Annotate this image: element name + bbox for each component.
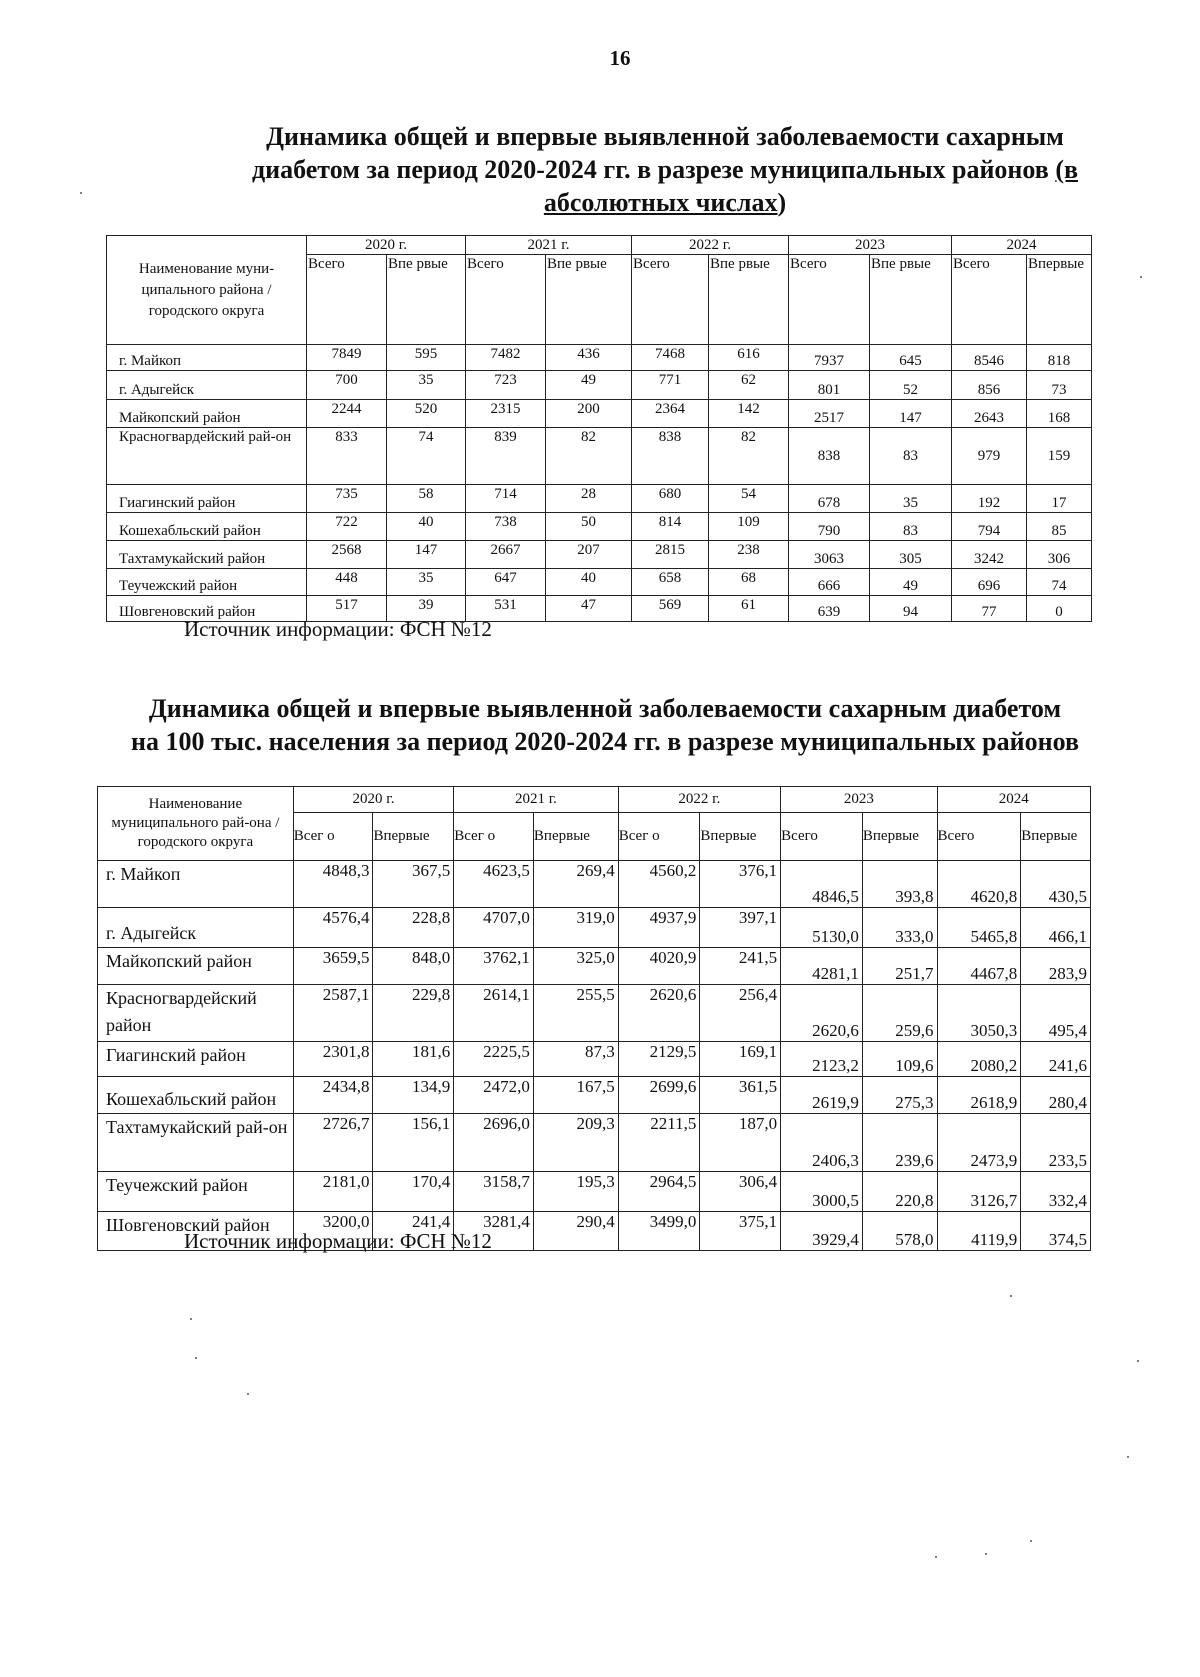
source-note: Источник информации: ФСН №12 — [184, 1229, 492, 1253]
table-row — [107, 345, 1092, 371]
table-cell: 168 — [1027, 400, 1092, 428]
title1-line3-underlined: абсолютных числах — [543, 188, 778, 217]
table-cell: 159 — [1027, 428, 1092, 485]
table-cell: 239,6 — [862, 1114, 937, 1172]
table-cell: 838 — [789, 428, 870, 485]
table-cell: 283,9 — [1021, 948, 1091, 985]
scan-speck — [1127, 1456, 1129, 1458]
table-cell: 3000,5 — [781, 1172, 863, 1212]
table-cell: 7482 — [466, 345, 546, 371]
table-cell: 134,9 — [373, 1077, 454, 1114]
table-cell: 170,4 — [373, 1172, 454, 1212]
subheader: Всег о — [618, 813, 700, 861]
table-cell: 40 — [546, 569, 632, 596]
table-cell: 678 — [789, 485, 870, 513]
district-name: Красногвардейский район — [98, 985, 294, 1042]
table-row — [98, 1077, 1091, 1114]
table-cell: 4623,5 — [454, 861, 534, 908]
table2-title-line2: на 100 тыс. населения за период 2020-2024 гг. в разрезе муниципальных районов — [131, 727, 1079, 756]
table-cell: 801 — [789, 371, 870, 400]
table-cell: 3929,4 — [781, 1212, 863, 1251]
title1-line2-underlined: (в — [1055, 155, 1079, 184]
table-cell: 2123,2 — [781, 1042, 863, 1077]
table-cell: 818 — [1027, 345, 1092, 371]
table-cell: 374,5 — [1021, 1212, 1091, 1251]
table2-title-line1: Динамика общей и впервые выявленной заболеваемости сахарным диабетом — [148, 694, 1062, 723]
table-cell: 2472,0 — [454, 1077, 534, 1114]
table-cell: 4707,0 — [454, 908, 534, 948]
table-cell: 2568 — [307, 541, 387, 569]
table-cell: 58 — [387, 485, 466, 513]
table-cell: 83 — [870, 513, 952, 541]
table-cell: 2587,1 — [293, 985, 373, 1042]
table-cell: 40 — [387, 513, 466, 541]
district-name: Майкопский район — [98, 948, 294, 985]
table-cell: 520 — [387, 400, 466, 428]
table-cell: 73 — [1027, 371, 1092, 400]
table-cell: 2614,1 — [454, 985, 534, 1042]
table-cell: 2726,7 — [293, 1114, 373, 1172]
table-cell: 52 — [870, 371, 952, 400]
table-cell: 639 — [789, 596, 870, 622]
table-cell: 195,3 — [533, 1172, 618, 1212]
table-cell: 4846,5 — [781, 861, 863, 908]
table-cell: 2620,6 — [781, 985, 863, 1042]
table-cell: 49 — [546, 371, 632, 400]
district-name: Красногвардейский рай-он — [107, 428, 307, 485]
subheader: Всего — [307, 255, 387, 345]
name-column-header: Наименование муни-ципального района / городского округа — [107, 236, 307, 345]
table-cell: 430,5 — [1021, 861, 1091, 908]
scan-speck — [247, 1393, 249, 1395]
table-cell: 49 — [870, 569, 952, 596]
table-cell: 2815 — [632, 541, 709, 569]
table-row — [107, 428, 1092, 485]
table-cell: 192 — [952, 485, 1027, 513]
table-cell: 979 — [952, 428, 1027, 485]
table-row — [98, 1114, 1091, 1172]
table-cell: 259,6 — [862, 985, 937, 1042]
table-cell: 39 — [387, 596, 466, 622]
subheader: Всего — [466, 255, 546, 345]
year-header: 2022 г. — [618, 787, 780, 813]
table-cell: 5465,8 — [937, 908, 1021, 948]
year-header: 2024 — [952, 236, 1092, 255]
table-absolute-numbers — [106, 235, 1092, 622]
table-cell: 376,1 — [700, 861, 781, 908]
table-cell: 2301,8 — [293, 1042, 373, 1077]
table-cell: 367,5 — [373, 861, 454, 908]
subheader: Впе рвые — [870, 255, 952, 345]
scan-speck — [1137, 1360, 1139, 1362]
subheader: Всего — [952, 255, 1027, 345]
title1-line3-paren: ) — [777, 188, 787, 217]
table-cell: 3158,7 — [454, 1172, 534, 1212]
name-column-header: Наименование муниципального рай-она / городского округа — [98, 787, 294, 861]
table-row — [107, 541, 1092, 569]
table-row — [107, 400, 1092, 428]
table-cell: 595 — [387, 345, 466, 371]
table-cell: 50 — [546, 513, 632, 541]
district-name: Гиагинский район — [98, 1042, 294, 1077]
table-cell: 2315 — [466, 400, 546, 428]
table-cell: 7468 — [632, 345, 709, 371]
table-cell: 4848,3 — [293, 861, 373, 908]
table-cell: 2406,3 — [781, 1114, 863, 1172]
table-cell: 256,4 — [700, 985, 781, 1042]
table-cell: 220,8 — [862, 1172, 937, 1212]
table-cell: 2696,0 — [454, 1114, 534, 1172]
table-cell: 169,1 — [700, 1042, 781, 1077]
table-cell: 4119,9 — [937, 1212, 1021, 1251]
table-cell: 578,0 — [862, 1212, 937, 1251]
table-cell: 838 — [632, 428, 709, 485]
table-cell: 700 — [307, 371, 387, 400]
table-cell: 495,4 — [1021, 985, 1091, 1042]
year-header: 2024 — [937, 787, 1090, 813]
district-name: Теучежский район — [107, 569, 307, 596]
table-cell: 393,8 — [862, 861, 937, 908]
table-row — [98, 1172, 1091, 1212]
table-cell: 28 — [546, 485, 632, 513]
subheader: Всего — [781, 813, 863, 861]
district-name: Тахтамукайский район — [107, 541, 307, 569]
table-cell: 839 — [466, 428, 546, 485]
district-name: г. Майкоп — [107, 345, 307, 371]
table-row — [98, 861, 1091, 908]
district-name: Тахтамукайский рай-он — [98, 1114, 294, 1172]
table-cell: 517 — [307, 596, 387, 622]
table-cell: 833 — [307, 428, 387, 485]
table-cell: 3499,0 — [618, 1212, 700, 1251]
table-cell: 3281,4 — [454, 1212, 534, 1251]
table-cell: 3659,5 — [293, 948, 373, 985]
table-cell: 200 — [546, 400, 632, 428]
table-cell: 531 — [466, 596, 546, 622]
table-cell: 238 — [709, 541, 789, 569]
district-name: Гиагинский район — [107, 485, 307, 513]
table-cell: 306 — [1027, 541, 1092, 569]
table2-title — [60, 692, 1150, 758]
table-cell: 2080,2 — [937, 1042, 1021, 1077]
source-note: Источник информации: ФСН №12 — [184, 617, 492, 641]
table-cell: 229,8 — [373, 985, 454, 1042]
subheader: Впервые — [373, 813, 454, 861]
table-cell: 361,5 — [700, 1077, 781, 1114]
year-header: 2022 г. — [632, 236, 789, 255]
table-cell: 645 — [870, 345, 952, 371]
table-cell: 280,4 — [1021, 1077, 1091, 1114]
table-cell: 305 — [870, 541, 952, 569]
table-cell: 109,6 — [862, 1042, 937, 1077]
table-cell: 0 — [1027, 596, 1092, 622]
table-cell: 375,1 — [700, 1212, 781, 1251]
year-header: 2020 г. — [307, 236, 466, 255]
table-cell: 167,5 — [533, 1077, 618, 1114]
subheader: Всег о — [454, 813, 534, 861]
table-cell: 255,5 — [533, 985, 618, 1042]
table-cell: 4937,9 — [618, 908, 700, 948]
scan-speck — [195, 1357, 197, 1359]
table-cell: 848,0 — [373, 948, 454, 985]
table-cell: 5130,0 — [781, 908, 863, 948]
subheader: Впервые — [533, 813, 618, 861]
table-cell: 738 — [466, 513, 546, 541]
table-cell: 2643 — [952, 400, 1027, 428]
subheader: Впервые — [700, 813, 781, 861]
table-cell: 54 — [709, 485, 789, 513]
table-cell: 251,7 — [862, 948, 937, 985]
table-cell: 4576,4 — [293, 908, 373, 948]
subheader: Впервые — [862, 813, 937, 861]
scan-speck — [190, 1318, 192, 1320]
table1-title-line1: Динамика общей и впервые выявленной заболеваемости сахарным — [266, 122, 1064, 151]
table-cell: 722 — [307, 513, 387, 541]
table-cell: 35 — [870, 485, 952, 513]
table-cell: 332,4 — [1021, 1172, 1091, 1212]
table-row — [98, 1042, 1091, 1077]
table-cell: 2211,5 — [618, 1114, 700, 1172]
title1-line2-text: диабетом за период 2020-2024 гг. в разрезе муниципальных районов — [251, 155, 1056, 184]
subheader: Всего — [937, 813, 1021, 861]
table-cell: 2667 — [466, 541, 546, 569]
table-cell: 666 — [789, 569, 870, 596]
table-cell: 147 — [387, 541, 466, 569]
table-cell: 2434,8 — [293, 1077, 373, 1114]
table-row — [107, 569, 1092, 596]
district-name: Шовгеновский район — [98, 1212, 294, 1251]
table-cell: 181,6 — [373, 1042, 454, 1077]
table-cell: 569 — [632, 596, 709, 622]
year-header: 2021 г. — [466, 236, 632, 255]
subheader: Впе рвые — [709, 255, 789, 345]
table-cell: 436 — [546, 345, 632, 371]
scan-speck — [935, 1556, 937, 1558]
table-cell: 658 — [632, 569, 709, 596]
subheader: Всего — [632, 255, 709, 345]
table-cell: 241,6 — [1021, 1042, 1091, 1077]
table-cell: 74 — [1027, 569, 1092, 596]
table-cell: 4620,8 — [937, 861, 1021, 908]
district-name: г. Адыгейск — [107, 371, 307, 400]
district-name: г. Адыгейск — [98, 908, 294, 948]
table-cell: 2619,9 — [781, 1077, 863, 1114]
table-cell: 68 — [709, 569, 789, 596]
table-cell: 62 — [709, 371, 789, 400]
table-cell: 714 — [466, 485, 546, 513]
scan-speck — [1030, 1540, 1032, 1542]
scan-speck — [1140, 276, 1142, 278]
table-cell: 2618,9 — [937, 1077, 1021, 1114]
table-cell: 771 — [632, 371, 709, 400]
table-row — [107, 513, 1092, 541]
table-cell: 87,3 — [533, 1042, 618, 1077]
subheader: Всего — [789, 255, 870, 345]
table-cell: 47 — [546, 596, 632, 622]
table-cell: 2620,6 — [618, 985, 700, 1042]
table-cell: 319,0 — [533, 908, 618, 948]
table-cell: 3242 — [952, 541, 1027, 569]
table-cell: 814 — [632, 513, 709, 541]
year-header: 2023 — [789, 236, 952, 255]
table-cell: 647 — [466, 569, 546, 596]
subheader: Впервые — [1021, 813, 1091, 861]
table-cell: 269,4 — [533, 861, 618, 908]
subheader: Впервые — [1027, 255, 1092, 345]
table-cell: 723 — [466, 371, 546, 400]
table-cell: 325,0 — [533, 948, 618, 985]
table-row — [98, 985, 1091, 1042]
table-cell: 241,4 — [373, 1212, 454, 1251]
table-cell: 7849 — [307, 345, 387, 371]
table-cell: 2129,5 — [618, 1042, 700, 1077]
table-cell: 2181,0 — [293, 1172, 373, 1212]
table-cell: 616 — [709, 345, 789, 371]
table-cell: 74 — [387, 428, 466, 485]
page-number: 16 — [609, 46, 631, 70]
table-cell: 466,1 — [1021, 908, 1091, 948]
table-cell: 2473,9 — [937, 1114, 1021, 1172]
table-cell: 3050,3 — [937, 985, 1021, 1042]
table-cell: 82 — [709, 428, 789, 485]
table-cell: 4020,9 — [618, 948, 700, 985]
year-header: 2023 — [781, 787, 937, 813]
subheader: Всег о — [293, 813, 373, 861]
district-name: Майкопский район — [107, 400, 307, 428]
table-cell: 142 — [709, 400, 789, 428]
table-cell: 4560,2 — [618, 861, 700, 908]
district-name: г. Майкоп — [98, 861, 294, 908]
year-header: 2021 г. — [454, 787, 618, 813]
table-cell: 4281,1 — [781, 948, 863, 985]
table-cell: 680 — [632, 485, 709, 513]
table-cell: 397,1 — [700, 908, 781, 948]
table-row — [98, 908, 1091, 948]
table-cell: 275,3 — [862, 1077, 937, 1114]
district-name: Кошехабльский район — [98, 1077, 294, 1114]
table-cell: 209,3 — [533, 1114, 618, 1172]
table-cell: 61 — [709, 596, 789, 622]
table1-title — [170, 120, 1160, 219]
table-cell: 696 — [952, 569, 1027, 596]
table-cell: 333,0 — [862, 908, 937, 948]
table-cell: 2364 — [632, 400, 709, 428]
table-cell: 3126,7 — [937, 1172, 1021, 1212]
table-cell: 233,5 — [1021, 1114, 1091, 1172]
subheader: Впе рвые — [387, 255, 466, 345]
table-cell: 17 — [1027, 485, 1092, 513]
table-cell: 147 — [870, 400, 952, 428]
table-cell: 85 — [1027, 513, 1092, 541]
table-cell: 83 — [870, 428, 952, 485]
district-name: Кошехабльский район — [107, 513, 307, 541]
table-cell: 306,4 — [700, 1172, 781, 1212]
table-cell: 448 — [307, 569, 387, 596]
table-cell: 7937 — [789, 345, 870, 371]
table-cell: 82 — [546, 428, 632, 485]
table-cell: 35 — [387, 371, 466, 400]
table-cell: 2225,5 — [454, 1042, 534, 1077]
table-cell: 77 — [952, 596, 1027, 622]
scan-speck — [1010, 1295, 1012, 1297]
table-cell: 228,8 — [373, 908, 454, 948]
table-cell: 3200,0 — [293, 1212, 373, 1251]
table-cell: 790 — [789, 513, 870, 541]
table-cell: 856 — [952, 371, 1027, 400]
table-cell: 2699,6 — [618, 1077, 700, 1114]
district-name: Теучежский район — [98, 1172, 294, 1212]
table-cell: 2244 — [307, 400, 387, 428]
table-cell: 290,4 — [533, 1212, 618, 1251]
scan-speck — [985, 1553, 987, 1555]
table-cell: 2517 — [789, 400, 870, 428]
table-cell: 156,1 — [373, 1114, 454, 1172]
table-row — [107, 371, 1092, 400]
subheader: Впе рвые — [546, 255, 632, 345]
table-cell: 4467,8 — [937, 948, 1021, 985]
table-cell: 3762,1 — [454, 948, 534, 985]
table-cell: 241,5 — [700, 948, 781, 985]
table-cell: 794 — [952, 513, 1027, 541]
table1-title-line2 — [170, 153, 1160, 186]
table-cell: 3063 — [789, 541, 870, 569]
table-cell: 207 — [546, 541, 632, 569]
table-per-100k — [97, 786, 1091, 1251]
scan-speck — [80, 192, 82, 194]
table-cell: 2964,5 — [618, 1172, 700, 1212]
table1-title-line3 — [170, 186, 1160, 219]
table-cell: 109 — [709, 513, 789, 541]
table-row — [107, 485, 1092, 513]
table-cell: 94 — [870, 596, 952, 622]
table-cell: 735 — [307, 485, 387, 513]
table-row — [98, 948, 1091, 985]
year-header: 2020 г. — [293, 787, 453, 813]
table-cell: 35 — [387, 569, 466, 596]
district-name: Шовгеновский район — [107, 596, 307, 622]
table-cell: 187,0 — [700, 1114, 781, 1172]
table-cell: 8546 — [952, 345, 1027, 371]
